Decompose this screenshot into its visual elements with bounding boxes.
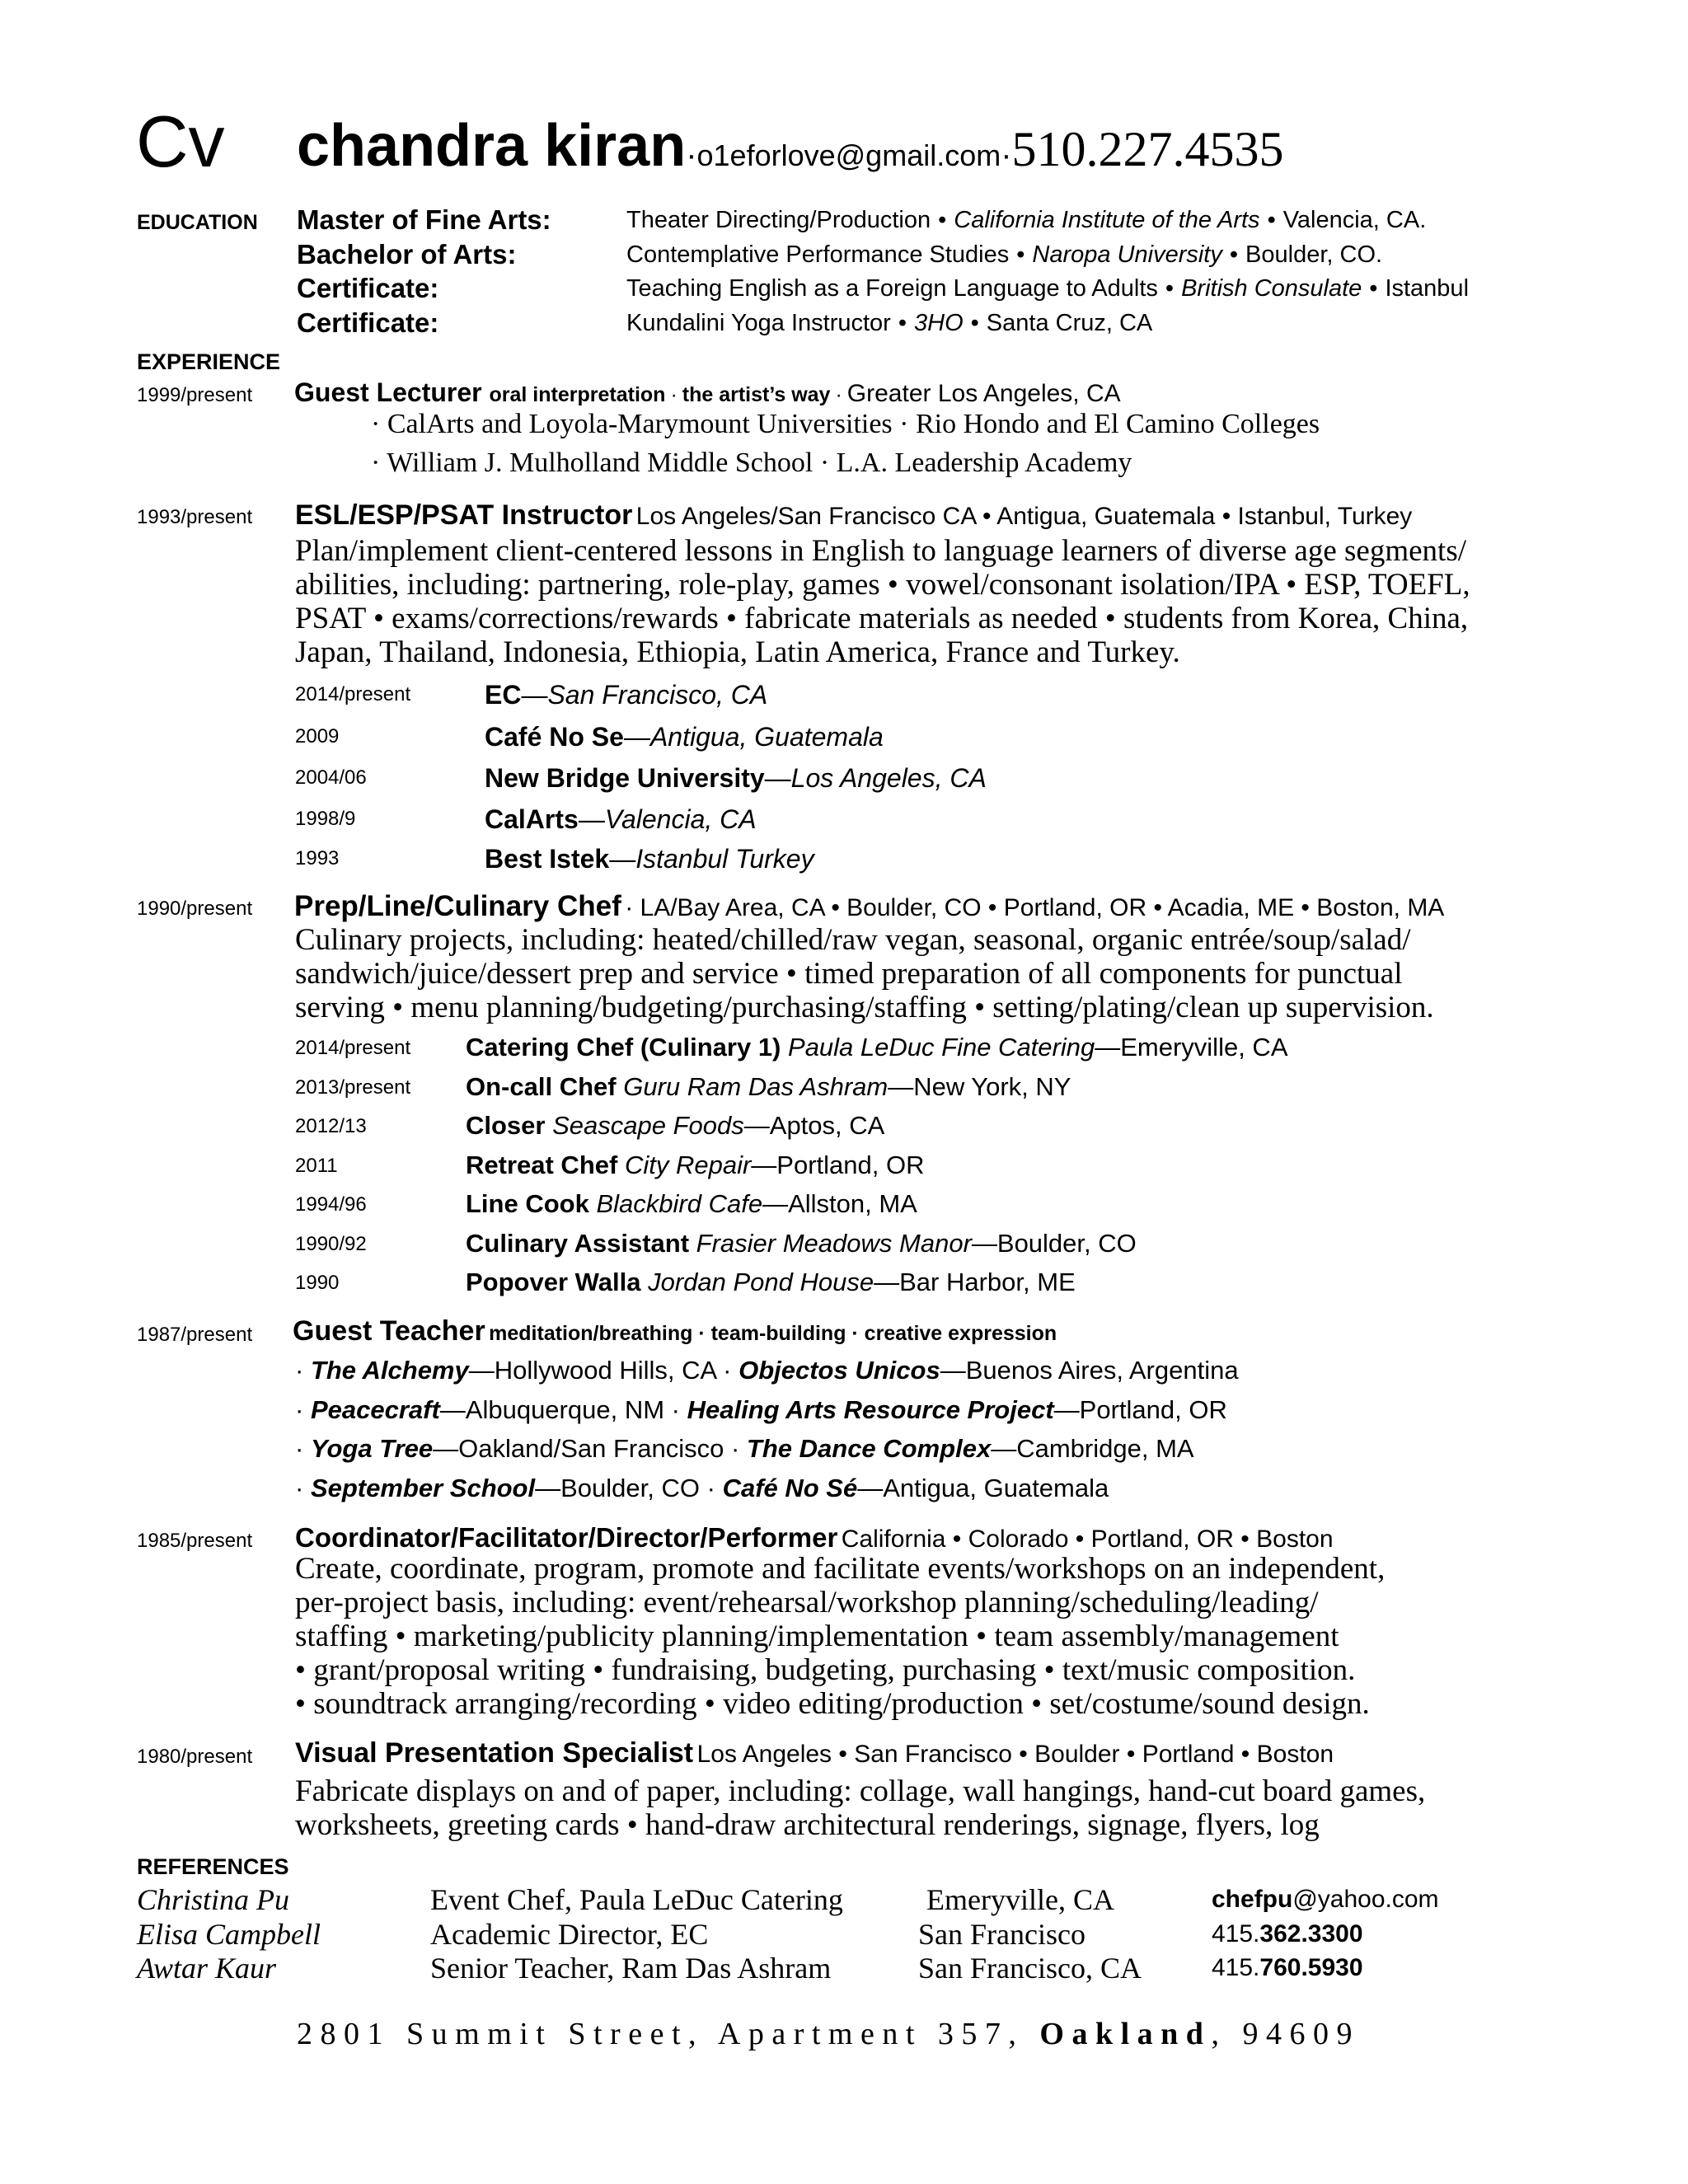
teacher-venue-name: September School bbox=[310, 1473, 536, 1502]
chef-job: Retreat Chef City Repair—Portland, OR bbox=[466, 1150, 925, 1179]
teacher-venue-row: · The Alchemy—Hollywood Hills, CA · Objectos Unicos—Buenos Aires, Argentina bbox=[295, 1356, 1239, 1385]
education-place: Boulder, CO. bbox=[1245, 241, 1383, 268]
lecturer-heading: Guest Lecturer oral interpretation · the artist’s way · Greater Los Angeles, CA bbox=[294, 377, 1121, 407]
esl-line: Japan, Thailand, Indonesia, Ethiopia, Latin America, France and Turkey. bbox=[295, 635, 1180, 669]
chef-job-date: 1994/96 bbox=[295, 1193, 367, 1216]
lecturer-date: 1999/present bbox=[137, 384, 253, 406]
chef-job-date: 2014/present bbox=[295, 1037, 411, 1059]
chef-job: Closer Seascape Foods—Aptos, CA bbox=[466, 1111, 885, 1140]
coordinator-title: Coordinator/Facilitator/Director/Performer bbox=[295, 1522, 838, 1553]
esl-line: abilities, including: partnering, role-play, games • vowel/consonant isolation/IPA • ESP, TOEFL, bbox=[295, 568, 1470, 602]
reference-role: Academic Director, EC bbox=[430, 1917, 709, 1951]
esl-line: PSAT • exams/corrections/rewards • fabricate materials as needed • students from Korea, China, bbox=[295, 602, 1469, 635]
reference-phone-line: 5930 bbox=[1307, 1954, 1363, 1981]
education-field: Kundalini Yoga Instructor bbox=[626, 310, 891, 336]
chef-job-place: Emeryville, CA bbox=[1120, 1033, 1288, 1062]
visual-line: Fabricate displays on and of paper, including: collage, wall hangings, hand-cut board games, bbox=[295, 1774, 1426, 1808]
chef-job: Line Cook Blackbird Cafe—Allston, MA bbox=[466, 1189, 917, 1218]
teacher-venue-row: · Yoga Tree—Oakland/San Francisco · The Dance Complex—Cambridge, MA bbox=[295, 1434, 1194, 1463]
address-footer bbox=[297, 2016, 1360, 2052]
chef-job-role: Popover Walla bbox=[466, 1268, 641, 1296]
reference-role: Senior Teacher, Ram Das Ashram bbox=[430, 1952, 832, 1985]
address-street: 2801 Summit Street, Apartment 357, bbox=[297, 2017, 1025, 2051]
teacher-venue-place: Oakland/San Francisco bbox=[458, 1434, 724, 1463]
chef-job: Popover Walla Jordan Pond House—Bar Harbor, ME bbox=[466, 1268, 1076, 1296]
education-place: Valencia, CA. bbox=[1282, 207, 1427, 233]
teacher-venue-name: Objectos Unicos bbox=[738, 1356, 940, 1385]
education-field: Teaching English as a Foreign Language to Adults bbox=[626, 275, 1158, 302]
coordinator-location: California • Colorado • Portland, OR • Boston bbox=[841, 1526, 1334, 1553]
teacher-heading bbox=[293, 1315, 1057, 1347]
teacher-venue-name: The Alchemy bbox=[310, 1356, 469, 1385]
esl-job-name: Café No Se bbox=[485, 722, 624, 752]
reference-name: Christina Pu bbox=[137, 1883, 290, 1916]
teacher-venue-place: Buenos Aires, Argentina bbox=[965, 1356, 1239, 1385]
teacher-venue-place: Antigua, Guatemala bbox=[883, 1473, 1109, 1502]
chef-job-employer: Blackbird Cafe bbox=[596, 1189, 763, 1218]
lecturer-title: Guest Lecturer bbox=[294, 377, 482, 407]
teacher-venue-name: Yoga Tree bbox=[310, 1434, 434, 1463]
chef-job-role: On-call Chef bbox=[466, 1071, 617, 1101]
reference-phone-prefix: 362. bbox=[1259, 1919, 1308, 1947]
chef-job-date: 2013/present bbox=[295, 1076, 411, 1099]
reference-contact-user: chefpu bbox=[1212, 1886, 1293, 1913]
chef-job-role: Retreat Chef bbox=[466, 1150, 618, 1179]
education-detail: Teaching English as a Foreign Language to Adults • British Consulate • Istanbul bbox=[626, 275, 1470, 302]
education-degree: Certificate: bbox=[297, 307, 439, 338]
teacher-venue-name: Peacecraft bbox=[310, 1394, 440, 1424]
coordinator-line: per-project basis, including: event/rehearsal/workshop planning/scheduling/leading/ bbox=[295, 1586, 1319, 1619]
reference-name: Awtar Kaur bbox=[137, 1952, 277, 1985]
teacher-topics: meditation/breathing · team-building · creative expression bbox=[489, 1322, 1057, 1345]
reference-phone-prefix: 760. bbox=[1259, 1954, 1308, 1981]
chef-heading bbox=[294, 890, 1444, 923]
chef-job-employer: Paula LeDuc Fine Catering bbox=[788, 1033, 1095, 1062]
teacher-date: 1987/present bbox=[137, 1324, 253, 1346]
education-place: Santa Cruz, CA bbox=[986, 310, 1153, 336]
reference-role: Event Chef, Paula LeDuc Catering bbox=[430, 1883, 843, 1916]
chef-job-place: Allston, MA bbox=[788, 1189, 917, 1218]
esl-title: ESL/ESP/PSAT Instructor bbox=[295, 499, 633, 531]
education-place: Istanbul bbox=[1385, 275, 1470, 302]
chef-job-employer: City Repair bbox=[624, 1150, 752, 1179]
chef-job-employer: Frasier Meadows Manor bbox=[696, 1228, 972, 1258]
address-zip: , 94609 bbox=[1211, 2017, 1360, 2051]
chef-job-place: New York, NY bbox=[913, 1071, 1071, 1101]
education-detail: Theater Directing/Production • California Institute of the Arts • Valencia, CA. bbox=[626, 207, 1427, 233]
chef-job-employer: Seascape Foods bbox=[552, 1111, 744, 1140]
teacher-venue-place: Hollywood Hills, CA bbox=[494, 1356, 716, 1385]
visual-heading bbox=[295, 1737, 1334, 1769]
esl-job-place: Antigua, Guatemala bbox=[649, 722, 884, 752]
lecturer-topic-1: oral interpretation bbox=[489, 383, 666, 406]
separator-dot: · bbox=[1001, 137, 1012, 173]
chef-line: Culinary projects, including: heated/chilled/raw vegan, seasonal, organic entrée/soup/salad/ bbox=[295, 923, 1411, 957]
chef-job-date: 1990 bbox=[295, 1272, 340, 1294]
esl-job-place: Istanbul Turkey bbox=[635, 844, 814, 874]
esl-line: Plan/implement client-centered lessons in English to language learners of diverse age segments/ bbox=[295, 534, 1466, 568]
lecturer-line-1: · CalArts and Loyola-Marymount Universities · Rio Hondo and El Camino Colleges bbox=[371, 409, 1320, 439]
visual-date: 1980/present bbox=[137, 1746, 253, 1768]
reference-contact bbox=[1212, 1920, 1363, 1948]
education-degree: Master of Fine Arts: bbox=[297, 204, 551, 235]
chef-job-role: Line Cook bbox=[466, 1189, 589, 1218]
education-school: 3HO bbox=[914, 310, 964, 336]
email-address[interactable]: o1eforlove@gmail.com bbox=[696, 138, 1001, 172]
section-experience: EXPERIENCE bbox=[137, 349, 281, 374]
education-degree: Bachelor of Arts: bbox=[297, 239, 517, 269]
teacher-venue-name: The Dance Complex bbox=[746, 1434, 992, 1463]
teacher-venue-row: · Peacecraft—Albuquerque, NM · Healing Arts Resource Project—Portland, OR bbox=[295, 1394, 1227, 1424]
education-field: Contemplative Performance Studies bbox=[626, 241, 1010, 268]
esl-job-name: New Bridge University bbox=[485, 763, 765, 793]
chef-job-date: 2012/13 bbox=[295, 1115, 367, 1137]
chef-job-date: 1990/92 bbox=[295, 1232, 367, 1255]
address-city: Oakland bbox=[1039, 2017, 1212, 2051]
reference-name: Elisa Campbell bbox=[137, 1917, 321, 1951]
teacher-venue-name: Healing Arts Resource Project bbox=[687, 1394, 1054, 1424]
coordinator-line: • grant/proposal writing • fundraising, budgeting, purchasing • text/music composition. bbox=[295, 1653, 1356, 1687]
education-school: Naropa University bbox=[1032, 241, 1222, 268]
esl-job: New Bridge University—Los Angeles, CA bbox=[485, 763, 987, 793]
chef-job-place: Portland, OR bbox=[776, 1150, 925, 1179]
esl-job: EC—San Francisco, CA bbox=[485, 680, 768, 710]
esl-job-place: Los Angeles, CA bbox=[790, 763, 987, 793]
reference-contact bbox=[1212, 1886, 1439, 1914]
teacher-venue-place: Cambridge, MA bbox=[1016, 1434, 1194, 1463]
esl-heading bbox=[295, 499, 1412, 532]
chef-job-place: Bar Harbor, ME bbox=[899, 1268, 1076, 1296]
reference-phone-area: 415. bbox=[1212, 1919, 1260, 1947]
teacher-venue-row: · September School—Boulder, CO · Café No Sé—Antigua, Guatemala bbox=[295, 1473, 1109, 1502]
education-degree: Certificate: bbox=[297, 273, 439, 303]
coordinator-line: staffing • marketing/publicity planning/implementation • team assembly/management bbox=[295, 1619, 1339, 1653]
chef-job-role: Closer bbox=[466, 1111, 546, 1140]
chef-job: On-call Chef Guru Ram Das Ashram—New York, NY bbox=[466, 1071, 1071, 1101]
chef-job: Catering Chef (Culinary 1) Paula LeDuc Fine Catering—Emeryville, CA bbox=[466, 1033, 1288, 1062]
esl-job-place: San Francisco, CA bbox=[547, 680, 768, 710]
reference-contact-domain: @yahoo.com bbox=[1292, 1886, 1439, 1913]
chef-job-place: Boulder, CO bbox=[996, 1228, 1137, 1258]
chef-job-place: Aptos, CA bbox=[769, 1111, 885, 1140]
esl-job-date: 2004/06 bbox=[295, 766, 367, 789]
teacher-venue-place: Albuquerque, NM bbox=[465, 1394, 665, 1424]
esl-job-date: 2009 bbox=[295, 725, 340, 748]
reference-place: San Francisco, CA bbox=[918, 1952, 1142, 1985]
reference-place: Emeryville, CA bbox=[926, 1883, 1114, 1916]
reference-phone-line: 3300 bbox=[1307, 1919, 1363, 1947]
teacher-venue-place: Boulder, CO bbox=[560, 1473, 700, 1502]
separator-dot: · bbox=[686, 137, 697, 173]
esl-location: Los Angeles/San Francisco CA • Antigua, Guatemala • Istanbul, Turkey bbox=[635, 503, 1413, 530]
education-field: Theater Directing/Production bbox=[626, 207, 931, 233]
chef-location: · LA/Bay Area, CA • Boulder, CO • Portland, OR • Acadia, ME • Boston, MA bbox=[625, 894, 1445, 921]
phone-number: 510.227.4535 bbox=[1011, 122, 1284, 176]
cv-label: Cv bbox=[136, 101, 225, 182]
education-school: California Institute of the Arts bbox=[954, 207, 1260, 233]
section-references: REFERENCES bbox=[137, 1854, 289, 1879]
esl-job-place: Valencia, CA bbox=[604, 804, 757, 834]
education-school: British Consulate bbox=[1181, 275, 1362, 302]
esl-job-date: 2014/present bbox=[295, 683, 411, 705]
header-line bbox=[297, 109, 1284, 199]
chef-job-employer: Jordan Pond House bbox=[648, 1268, 874, 1296]
teacher-venue-name: Café No Sé bbox=[722, 1473, 858, 1502]
reference-place: San Francisco bbox=[918, 1917, 1085, 1951]
lecturer-location: Greater Los Angeles, CA bbox=[846, 380, 1121, 407]
visual-line: worksheets, greeting cards • hand-draw architectural renderings, signage, flyers, log bbox=[295, 1808, 1320, 1842]
education-detail: Kundalini Yoga Instructor • 3HO • Santa Cruz, CA bbox=[626, 310, 1153, 336]
education-detail: Contemplative Performance Studies • Naropa University • Boulder, CO. bbox=[626, 241, 1383, 268]
reference-phone-area: 415. bbox=[1212, 1954, 1260, 1981]
coordinator-line: • soundtrack arranging/recording • video editing/production • set/costume/sound design. bbox=[295, 1687, 1370, 1721]
visual-title: Visual Presentation Specialist bbox=[295, 1737, 694, 1769]
chef-job: Culinary Assistant Frasier Meadows Manor—Boulder, CO bbox=[466, 1228, 1137, 1258]
lecturer-line-2: · William J. Mulholland Middle School · L.A. Leadership Academy bbox=[371, 448, 1132, 478]
applicant-name: chandra kiran bbox=[297, 113, 687, 179]
esl-job: Café No Se—Antigua, Guatemala bbox=[485, 722, 884, 752]
chef-job-employer: Guru Ram Das Ashram bbox=[623, 1071, 889, 1101]
esl-job-date: 1993 bbox=[295, 847, 340, 869]
esl-job-name: CalArts bbox=[485, 804, 579, 834]
visual-location: Los Angeles • San Francisco • Boulder • Portland • Boston bbox=[696, 1741, 1334, 1768]
esl-job: CalArts—Valencia, CA bbox=[485, 804, 757, 834]
esl-job-name: Best Istek bbox=[485, 844, 610, 874]
chef-job-date: 2011 bbox=[295, 1154, 338, 1177]
esl-job-date: 1998/9 bbox=[295, 808, 356, 830]
chef-title: Prep/Line/Culinary Chef bbox=[294, 890, 621, 922]
teacher-venue-place: Portland, OR bbox=[1079, 1394, 1227, 1424]
esl-job: Best Istek—Istanbul Turkey bbox=[485, 844, 814, 874]
section-education: EDUCATION bbox=[137, 211, 258, 234]
coordinator-heading bbox=[295, 1522, 1334, 1554]
chef-date: 1990/present bbox=[137, 898, 253, 920]
esl-job-name: EC bbox=[485, 680, 522, 710]
chef-job-role: Catering Chef (Culinary 1) bbox=[466, 1033, 781, 1062]
chef-job-role: Culinary Assistant bbox=[466, 1228, 690, 1258]
esl-date: 1993/present bbox=[137, 506, 253, 528]
teacher-title: Guest Teacher bbox=[293, 1315, 485, 1347]
lecturer-topic-2: the artist’s way bbox=[682, 383, 831, 406]
reference-contact bbox=[1212, 1954, 1363, 1982]
coordinator-date: 1985/present bbox=[137, 1530, 253, 1552]
chef-line: sandwich/juice/dessert prep and service • timed preparation of all components for punctual bbox=[295, 957, 1403, 991]
coordinator-line: Create, coordinate, program, promote and facilitate events/workshops on an independent, bbox=[295, 1552, 1386, 1586]
chef-line: serving • menu planning/budgeting/purchasing/staffing • setting/plating/clean up supervision. bbox=[295, 991, 1434, 1024]
